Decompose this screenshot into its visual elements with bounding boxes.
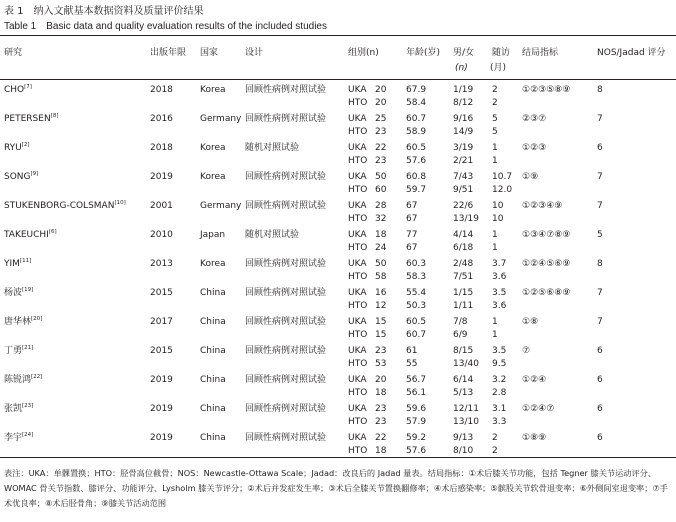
study-design: 回顾性病例对照试验	[245, 433, 327, 443]
group-hto-followup: 12.0	[492, 185, 513, 195]
study-name-text: 陈锐鸿	[4, 375, 32, 385]
group-uka-sex: 9/16	[453, 114, 474, 124]
group-uka-sex: 7/43	[453, 172, 474, 182]
group-hto-followup: 1	[492, 243, 498, 253]
study-name	[4, 142, 30, 154]
table-note: 表注：UKA：单髁置换；HTO：胫骨高位截骨；NOS：Newcastle-Ottawa Scale；Jadad：改良后的 Jadad 量表。结局指标：①术后膝关节功能，包括 Tegner 膝关节运动评分、WOMAC 骨关节指数、膝评分、功能评分、Lysholm 膝关节评分；②术后并发症发生率；③术后全膝关节置换翻修率；④术后感染率；⑤髌股关节软骨退变率；⑥外侧间室退变率；⑦手术优良率；⑧术后胫骨角；⑨膝关节活动范围	[4, 468, 668, 508]
study-name	[4, 229, 57, 241]
bottom-rule	[0, 457, 676, 458]
group-uka-followup: 2	[492, 85, 498, 95]
group-hto-followup: 3.6	[492, 272, 507, 282]
study-name	[4, 84, 32, 96]
group-uka-followup: 10	[492, 201, 504, 211]
study-outcomes: ①②③⑤⑧⑨	[522, 85, 571, 95]
group-hto-label: HTO	[348, 330, 368, 340]
study-year: 2013	[150, 259, 173, 269]
group-uka-followup: 3.5	[492, 288, 507, 298]
study-score: 7	[597, 317, 603, 327]
group-hto-followup: 3.6	[492, 301, 507, 311]
group-uka-followup: 10.7	[492, 172, 513, 182]
study-name-text: CHO	[4, 85, 25, 95]
group-hto-age: 58.4	[406, 98, 427, 108]
group-hto-sex: 5/13	[453, 388, 474, 398]
group-hto-n: 53	[375, 359, 387, 369]
group-uka-n: 28	[375, 201, 387, 211]
group-uka-label: UKA	[348, 317, 367, 327]
group-uka-n: 15	[375, 317, 387, 327]
study-score: 7	[597, 172, 603, 182]
study-score: 8	[597, 85, 603, 95]
group-uka-sex: 2/48	[453, 259, 474, 269]
study-reference: [23]	[22, 403, 34, 409]
group-hto-age: 57.9	[406, 417, 427, 427]
group-uka-followup: 3.1	[492, 404, 507, 414]
study-year: 2019	[150, 433, 173, 443]
study-reference: [21]	[22, 345, 34, 351]
group-hto-age: 57.6	[406, 446, 427, 456]
study-design: 回顾性病例对照试验	[245, 85, 327, 95]
group-hto-n: 15	[375, 330, 387, 340]
group-uka-followup: 5	[492, 114, 498, 124]
group-hto-followup: 5	[492, 127, 498, 137]
study-reference: [7]	[24, 84, 32, 90]
group-uka-followup: 1	[492, 317, 498, 327]
study-name	[4, 316, 42, 328]
group-uka-followup: 3.5	[492, 346, 507, 356]
group-hto-age: 57.6	[406, 156, 427, 166]
group-uka-label: UKA	[348, 404, 367, 414]
study-year: 2010	[150, 230, 173, 240]
group-uka-followup: 1	[492, 230, 498, 240]
table-title-en: Table 1 Basic data and quality evaluation results of the included studies	[4, 21, 327, 32]
study-outcomes: ①⑧⑨	[522, 433, 547, 443]
group-hto-label: HTO	[348, 359, 368, 369]
study-name-text: 杨波	[4, 288, 23, 298]
study-design: 随机对照试验	[245, 230, 300, 240]
group-uka-n: 20	[375, 375, 387, 385]
study-name-text: RYU	[4, 143, 22, 153]
study-reference: [24]	[22, 432, 34, 438]
study-outcomes: ①⑧	[522, 317, 539, 327]
study-outcomes: ①⑨	[522, 172, 539, 182]
study-name-text: STUKENBORG-COLSMAN	[4, 201, 115, 211]
study-outcomes: ①③④⑦⑧⑨	[522, 230, 571, 240]
study-outcomes: ⑦	[522, 346, 531, 356]
study-year: 2019	[150, 404, 173, 414]
group-uka-label: UKA	[348, 172, 367, 182]
study-score: 6	[597, 404, 603, 414]
study-reference: [10]	[114, 200, 126, 206]
study-outcomes: ②③⑦	[522, 114, 547, 124]
study-name-text: 李宇	[4, 433, 23, 443]
study-score: 8	[597, 259, 603, 269]
study-country: China	[200, 375, 226, 385]
group-hto-label: HTO	[348, 272, 368, 282]
group-uka-age: 77	[406, 230, 418, 240]
group-uka-label: UKA	[348, 201, 367, 211]
study-year: 2001	[150, 201, 173, 211]
group-uka-followup: 3.2	[492, 375, 507, 385]
header-sex-unit: (n)	[455, 63, 468, 73]
group-hto-sex: 8/10	[453, 446, 474, 456]
group-hto-label: HTO	[348, 446, 368, 456]
group-hto-followup: 9.5	[492, 359, 507, 369]
study-score: 6	[597, 143, 603, 153]
study-country: Germany	[200, 201, 242, 211]
group-uka-label: UKA	[348, 143, 367, 153]
study-design: 回顾性病例对照试验	[245, 201, 327, 211]
study-reference: [9]	[30, 171, 39, 177]
group-uka-followup: 1	[492, 143, 498, 153]
study-outcomes: ①②⑤⑥⑧⑨	[522, 288, 571, 298]
study-design: 回顾性病例对照试验	[245, 259, 327, 269]
study-score: 5	[597, 230, 603, 240]
study-year: 2018	[150, 85, 173, 95]
group-uka-age: 60.5	[406, 143, 427, 153]
study-name-text: SONG	[4, 172, 31, 182]
group-hto-n: 32	[375, 214, 387, 224]
header-country: 国家	[200, 48, 219, 58]
study-outcomes: ①②③	[522, 143, 547, 153]
study-outcomes: ①②③④⑨	[522, 201, 563, 211]
study-reference: [6]	[48, 229, 57, 235]
study-design: 回顾性病例对照试验	[245, 317, 327, 327]
group-hto-label: HTO	[348, 185, 368, 195]
group-uka-age: 67	[406, 201, 418, 211]
study-name	[4, 374, 42, 386]
group-hto-sex: 6/18	[453, 243, 474, 253]
study-year: 2017	[150, 317, 173, 327]
study-name	[4, 171, 38, 183]
header-score: NOS/Jadad 评分	[597, 48, 666, 58]
group-hto-age: 59.7	[406, 185, 427, 195]
study-name-text: 唐华林	[4, 317, 32, 327]
study-year: 2019	[150, 375, 173, 385]
header-outcomes: 结局指标	[522, 48, 559, 58]
study-score: 7	[597, 288, 603, 298]
study-name	[4, 200, 126, 212]
study-design: 回顾性病例对照试验	[245, 346, 327, 356]
study-design: 回顾性病例对照试验	[245, 288, 327, 298]
study-country: Korea	[200, 172, 226, 182]
group-hto-n: 24	[375, 243, 387, 253]
group-hto-followup: 2	[492, 98, 498, 108]
group-hto-sex: 7/51	[453, 272, 474, 282]
group-hto-sex: 13/10	[453, 417, 479, 427]
study-year: 2015	[150, 288, 173, 298]
group-uka-age: 61	[406, 346, 418, 356]
group-hto-label: HTO	[348, 156, 368, 166]
group-uka-n: 23	[375, 404, 387, 414]
study-outcomes: ①②④⑦	[522, 404, 555, 414]
table-title-cn: 表 1 纳入文献基本数据资料及质量评价结果	[4, 6, 204, 17]
group-uka-n: 50	[375, 172, 387, 182]
study-name	[4, 113, 58, 125]
study-score: 7	[597, 201, 603, 211]
group-uka-age: 59.2	[406, 433, 427, 443]
header-sex: 男/女	[453, 48, 475, 58]
study-country: Korea	[200, 85, 226, 95]
study-reference: [11]	[19, 258, 32, 264]
group-uka-n: 16	[375, 288, 387, 298]
study-score: 6	[597, 375, 603, 385]
group-hto-n: 58	[375, 272, 387, 282]
group-hto-age: 58.9	[406, 127, 427, 137]
group-uka-label: UKA	[348, 375, 367, 385]
group-uka-n: 23	[375, 346, 387, 356]
group-uka-sex: 6/14	[453, 375, 474, 385]
study-design: 回顾性病例对照试验	[245, 172, 327, 182]
group-hto-sex: 6/9	[453, 330, 468, 340]
group-hto-label: HTO	[348, 214, 368, 224]
group-hto-sex: 2/21	[453, 156, 474, 166]
group-hto-n: 18	[375, 388, 387, 398]
group-uka-n: 25	[375, 114, 387, 124]
study-country: Korea	[200, 143, 226, 153]
study-design: 随机对照试验	[245, 143, 300, 153]
study-name	[4, 287, 33, 299]
study-country: Germany	[200, 114, 242, 124]
group-uka-sex: 4/14	[453, 230, 474, 240]
group-uka-sex: 1/15	[453, 288, 474, 298]
group-hto-label: HTO	[348, 417, 368, 427]
group-uka-n: 22	[375, 143, 387, 153]
group-hto-age: 55	[406, 359, 418, 369]
group-uka-age: 59.6	[406, 404, 427, 414]
header-followup-unit: (月)	[490, 63, 507, 73]
group-uka-n: 20	[375, 85, 387, 95]
study-year: 2016	[150, 114, 173, 124]
group-uka-followup: 2	[492, 433, 498, 443]
study-country: China	[200, 288, 226, 298]
group-hto-label: HTO	[348, 301, 368, 311]
group-hto-followup: 3.3	[492, 417, 507, 427]
study-reference: [19]	[22, 287, 34, 293]
group-uka-sex: 22/6	[453, 201, 474, 211]
group-hto-label: HTO	[348, 243, 368, 253]
study-reference: [20]	[31, 316, 43, 322]
study-country: China	[200, 433, 226, 443]
group-uka-label: UKA	[348, 85, 367, 95]
group-hto-sex: 9/51	[453, 185, 474, 195]
group-uka-age: 60.8	[406, 172, 427, 182]
group-hto-sex: 8/12	[453, 98, 474, 108]
header-study: 研究	[4, 48, 23, 58]
top-rule	[0, 35, 676, 36]
study-name	[4, 403, 33, 415]
group-hto-sex: 14/9	[453, 127, 474, 137]
group-uka-label: UKA	[348, 114, 367, 124]
study-outcomes: ①②④	[522, 375, 547, 385]
study-outcomes: ①②④⑤⑥⑨	[522, 259, 571, 269]
study-name	[4, 345, 33, 357]
study-name-text: YIM	[4, 259, 20, 269]
study-country: China	[200, 404, 226, 414]
group-hto-age: 60.7	[406, 330, 427, 340]
study-score: 7	[597, 114, 603, 124]
study-country: Japan	[200, 230, 226, 240]
header-rule	[0, 79, 676, 80]
study-reference: [8]	[50, 113, 59, 119]
study-name-text: TAKEUCHI	[4, 230, 49, 240]
study-name-text: 张凯	[4, 404, 23, 414]
group-hto-age: 56.1	[406, 388, 427, 398]
study-year: 2015	[150, 346, 173, 356]
group-uka-label: UKA	[348, 346, 367, 356]
group-hto-age: 58.3	[406, 272, 427, 282]
group-uka-label: UKA	[348, 288, 367, 298]
group-hto-age: 50.3	[406, 301, 427, 311]
header-age: 年龄(岁)	[406, 48, 441, 58]
group-hto-label: HTO	[348, 98, 368, 108]
group-uka-age: 60.7	[406, 114, 427, 124]
study-score: 6	[597, 433, 603, 443]
study-name-text: PETERSEN	[4, 114, 51, 124]
group-uka-age: 67.9	[406, 85, 427, 95]
group-hto-n: 60	[375, 185, 387, 195]
group-hto-sex: 13/40	[453, 359, 479, 369]
group-hto-followup: 10	[492, 214, 504, 224]
group-uka-age: 60.5	[406, 317, 427, 327]
study-year: 2018	[150, 143, 173, 153]
group-hto-n: 23	[375, 417, 387, 427]
study-reference: [2]	[21, 142, 30, 148]
group-hto-followup: 1	[492, 156, 498, 166]
group-uka-sex: 8/15	[453, 346, 474, 356]
group-uka-label: UKA	[348, 230, 367, 240]
group-hto-n: 20	[375, 98, 387, 108]
study-name	[4, 258, 31, 270]
group-hto-label: HTO	[348, 388, 368, 398]
group-uka-label: UKA	[348, 259, 367, 269]
group-hto-followup: 2.8	[492, 388, 507, 398]
group-uka-age: 56.7	[406, 375, 427, 385]
study-design: 回顾性病例对照试验	[245, 114, 327, 124]
group-hto-n: 23	[375, 127, 387, 137]
group-hto-age: 67	[406, 243, 418, 253]
group-uka-n: 22	[375, 433, 387, 443]
study-design: 回顾性病例对照试验	[245, 404, 327, 414]
group-hto-sex: 1/11	[453, 301, 474, 311]
study-year: 2019	[150, 172, 173, 182]
group-hto-n: 18	[375, 446, 387, 456]
group-hto-followup: 1	[492, 330, 498, 340]
group-uka-sex: 9/13	[453, 433, 474, 443]
study-score: 6	[597, 346, 603, 356]
group-hto-n: 12	[375, 301, 387, 311]
study-country: China	[200, 317, 226, 327]
group-uka-sex: 12/11	[453, 404, 479, 414]
group-uka-sex: 3/19	[453, 143, 474, 153]
group-hto-followup: 2	[492, 446, 498, 456]
study-country: China	[200, 346, 226, 356]
group-uka-followup: 3.7	[492, 259, 507, 269]
group-hto-age: 67	[406, 214, 418, 224]
group-hto-label: HTO	[348, 127, 368, 137]
study-reference: [22]	[31, 374, 43, 380]
header-design: 设计	[245, 48, 264, 58]
group-uka-age: 55.4	[406, 288, 427, 298]
group-hto-sex: 13/19	[453, 214, 479, 224]
group-uka-n: 50	[375, 259, 387, 269]
study-country: Korea	[200, 259, 226, 269]
group-uka-label: UKA	[348, 433, 367, 443]
study-name-text: 丁勇	[4, 346, 23, 356]
header-year: 出版年限	[150, 48, 187, 58]
header-group: 组别(n)	[348, 48, 379, 58]
group-uka-n: 18	[375, 230, 387, 240]
group-uka-age: 60.3	[406, 259, 427, 269]
study-design: 回顾性病例对照试验	[245, 375, 327, 385]
group-hto-n: 23	[375, 156, 387, 166]
header-followup: 随访	[492, 48, 511, 58]
study-name	[4, 432, 33, 444]
group-uka-sex: 7/8	[453, 317, 468, 327]
group-uka-sex: 1/19	[453, 85, 474, 95]
